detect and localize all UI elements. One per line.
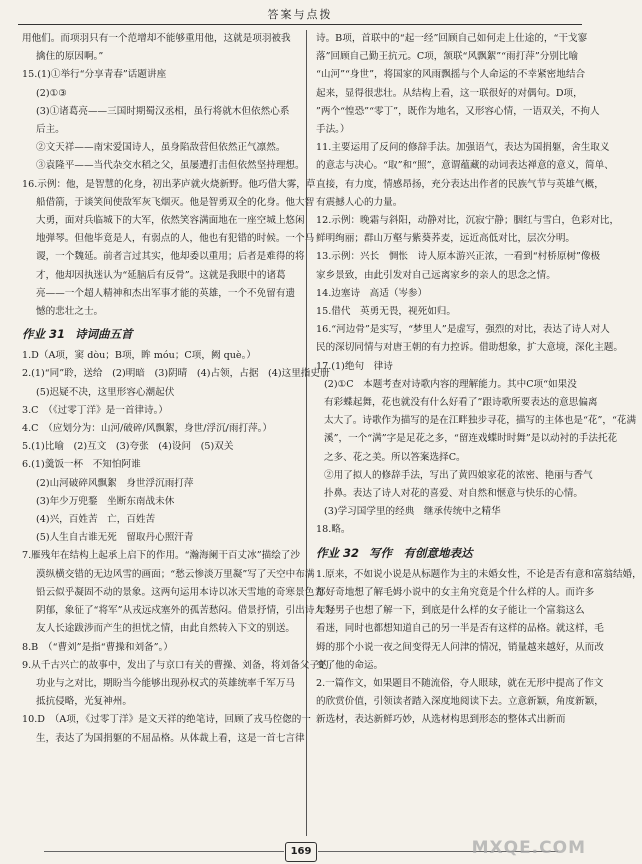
text-line: 看迷，同时也都想知道自己的另一半是否有这样的品格。就这样，毛 bbox=[316, 623, 604, 635]
text-line: 家乡景致，由此引发对自己远离家乡的亲人的思念之情。 bbox=[316, 269, 556, 281]
text-line: 15.(1)①举行“分享青春”话题讲座 bbox=[22, 69, 167, 81]
text-line: 诗。B项，首联中的“起一经”回顾自己如何走上仕途的，“干戈寥 bbox=[316, 33, 588, 44]
header-rule bbox=[18, 24, 582, 25]
text-line: 生，表达了为国捐躯的不屈品格。从体裁上看，这是一首七言律 bbox=[36, 732, 305, 744]
text-line: 地弹琴。但他毕竟是人，有弱点的人，他也有犯错的时候。一个马 bbox=[36, 233, 315, 245]
text-line: 谡，一个魏延。前者言过其实，他却委以重用；后者是难得的将 bbox=[36, 251, 305, 263]
text-line: 起来，显得很悲壮。从结构上看，这一联很好的对偶句。D项， bbox=[316, 87, 583, 99]
text-line: 17.(1)绝句 律诗 bbox=[316, 360, 393, 372]
text-line: 姆的那个小说一夜之间变得无人问津的情况，销量越来越好，从而改 bbox=[316, 641, 604, 653]
text-line: 2.(1)“同”聆，送给 (2)明暗 (3)阴晴 (4)占领，占据 (4)这里指史册 bbox=[22, 368, 330, 380]
text-line: (3)学习国学里的经典 继承传统中之精华 bbox=[324, 506, 501, 518]
text-line: 用他们。而项羽只有一个范增却不能够重用他，这就是项羽被我 bbox=[22, 33, 291, 44]
text-line: 友人长途跋涉而产生的担忧之情，由此自然转入下文的别送。 bbox=[36, 623, 296, 635]
text-line: 16.“河边骨”是实写，“梦里人”是虚写，强烈的对比，表达了诗人对人 bbox=[316, 324, 610, 336]
text-line: 阴郁，象征了“将军”从戎远戍塞外的孤苦愁闷。借景抒情，引出诗人为 bbox=[36, 605, 334, 617]
text-line: ②文天祥——南宋爱国诗人，虽身陷敌营但依然正气凛然。 bbox=[36, 142, 286, 154]
text-line: 直接，有力度，情感昂扬，充分表达出作者的民族气节与英雄气概， bbox=[316, 178, 604, 190]
text-line: 18.略。 bbox=[316, 524, 351, 536]
text-line: 船借箭，于谈笑间使敌军灰飞烟灭。他是智勇双全的化身。他大智 bbox=[36, 196, 315, 208]
section-heading bbox=[316, 542, 584, 564]
text-line: 14.边塞诗 高适（岑参） bbox=[316, 287, 428, 299]
text-line: 大勇，面对兵临城下的大军，依然笑容满面地在一座空城上悠闲 bbox=[36, 215, 305, 227]
text-line: (2)①③ bbox=[36, 87, 67, 99]
section-title: 诗词曲五首 bbox=[75, 327, 133, 342]
text-line: 鲜明绚丽；群山万壑与紫葵荞麦，远近高低对比，层次分明。 bbox=[316, 233, 576, 245]
text-line: 1.原来，不如说小说是从标题作为主的未婚女性，不论是否有意和富翁结婚， bbox=[316, 568, 642, 580]
text-line: 11.主要运用了反问的修辞手法。加强语气，表达为国捐躯，舍生取义 bbox=[316, 142, 610, 154]
text-line: 10.D （A项，《过零丁洋》是文天祥的绝笔诗，回顾了戎马倥偬的一 bbox=[22, 714, 311, 726]
text-line: 抵抗侵略，光复神州。 bbox=[36, 696, 132, 708]
running-head: 答案与点拨 bbox=[267, 8, 333, 21]
text-line: (4)兴，百姓苦 亡，百姓苦 bbox=[36, 514, 156, 526]
text-line: 后主。 bbox=[36, 124, 65, 136]
text-line: 落”回顾自己勤王抗元。C项，颔联“风飘絮”“雨打萍”分别比喻 bbox=[316, 51, 579, 63]
text-line: 民的深切同情与对唐王朝的有力控诉。借助想象，扩大意境，深化主题。 bbox=[316, 342, 623, 354]
page-number: 169 bbox=[285, 842, 317, 862]
text-line: ③袁隆平——当代杂交水稻之父，虽屡遭打击但依然坚持理想。 bbox=[36, 160, 305, 172]
text-line: 铅云似乎凝固不动的景象。这两句运用本诗以冰天雪地的奇寒景色为 bbox=[36, 586, 324, 598]
text-line: 有彩蝶起舞，花也就没有什么好看了”跟诗歌所要表达的意思偏离 bbox=[324, 397, 598, 409]
text-line: (2)①C 本题考查对诗歌内容的理解能力。其中C项“如果没 bbox=[324, 378, 577, 390]
text-line: 扑鼻。表达了诗人对花的喜爱、对自然和惬意与快乐的心情。 bbox=[324, 488, 584, 500]
text-line: 3.C （《过零丁洋》是一首律诗。） bbox=[22, 404, 168, 416]
text-line: “山河”“身世”，将国家的风雨飘摇与个人命运的不幸紧密地结合 bbox=[316, 69, 586, 81]
text-line: 13.示例：兴长 惆怅 诗人原本游兴正浓，一看到“村桥原树”像极 bbox=[316, 251, 601, 263]
text-line: 太大了。诗歌作为描写的是在江畔独步寻花，描写的主体也是“花”，“花满 bbox=[324, 415, 637, 427]
text-line: 之多、花之美。所以答案选择C。 bbox=[324, 451, 466, 463]
text-line: 1.D（A项，窦 dòu；B项，眸 móu；C项，阙 què。） bbox=[22, 350, 256, 362]
text-line: 15.借代 英勇无畏，视死如归。 bbox=[316, 306, 456, 318]
text-line: 9.从千古兴亡的故事中，发出了与京口有关的曹操、刘备，将刘备父子的 bbox=[22, 659, 329, 671]
text-line: (5)人生自古谁无死 留取丹心照汗青 bbox=[36, 532, 194, 544]
text-line: 的欣赏价值，引领读者踏入深度地阅读下去。立意新颖，角度新颖， bbox=[316, 696, 604, 708]
text-line: 新选材，表达新鲜巧妙，从选材构思到形态的整体式出新而 bbox=[316, 714, 566, 726]
text-line: 变了他的命运。 bbox=[316, 659, 384, 671]
section-title: 写作 有创意地表达 bbox=[369, 545, 473, 560]
text-line: 亮——一个超人精神和杰出军事才能的英雄，一个不免留有遗 bbox=[36, 287, 296, 299]
text-line: 手法。） bbox=[316, 124, 350, 136]
text-line: 6.(1)羹饭一杯 不知怕阿谁 bbox=[22, 459, 141, 471]
text-line: 的意志与决心。“取”和“照”，意谓蕴藏的动词表达禅意的意义，简单、 bbox=[316, 160, 614, 172]
text-line: ”两个“惶恐”“零丁”，既作为地名，又形容心情，一语双关，不拘人 bbox=[316, 105, 600, 117]
text-line: 都好奇地想了解毛姆小说中的女主角究竟是个什么样的人。而许多 bbox=[316, 586, 595, 598]
text-line: 憾的悲壮之士。 bbox=[36, 306, 104, 318]
text-line: 溪”，一个“满”字是足花之多，“留连戏蝶时时舞”是以动衬的手法托花 bbox=[324, 433, 618, 445]
text-line: 年轻男子也想了解一下，到底是什么样的女子能让一个富翁这么 bbox=[316, 605, 585, 617]
text-line: 8.B （“曹刘”是指“曹操和刘备”。） bbox=[22, 641, 173, 653]
section-label: 作业 32 bbox=[316, 545, 360, 560]
watermark-text: MXQE.COM bbox=[471, 838, 586, 858]
text-line: 才，他却因执迷认为“延脑后有反骨”。这就是我眼中的诸葛 bbox=[36, 269, 286, 281]
text-line: 4.C （应划分为：山河/破碎/风飘絮，身世/浮沉/雨打萍。） bbox=[22, 423, 273, 435]
text-line: 16.示例：他，是智慧的化身，初出茅庐就火烧新野。他巧借大雾，草 bbox=[22, 178, 316, 190]
text-line: 有震撼人心的力量。 bbox=[316, 196, 403, 208]
text-line: 擒住的原因啊。” bbox=[36, 51, 104, 63]
text-line: 5.(1)比喻 (2)互文 (3)夸张 (4)设问 (5)双关 bbox=[22, 441, 234, 453]
watermark-logo bbox=[470, 798, 590, 858]
text-line: 2.一篇作文，如果题目不随流俗，夺人眼球，就在无形中提高了作文 bbox=[316, 677, 604, 689]
text-line: 7.雁残年在结构上起承上启下的作用。“瀚海阑干百丈冰”描绘了沙 bbox=[22, 550, 300, 562]
section-label: 作业 31 bbox=[22, 327, 66, 342]
text-line: (3)①诸葛亮——三国时期蜀汉丞相，虽行将就木但依然心系 bbox=[36, 105, 290, 117]
page-header bbox=[0, 0, 600, 30]
text-line: (3)年少万兜鍪 坐断东南战未休 bbox=[36, 495, 175, 507]
text-line: (2)山河破碎风飘絮 身世浮沉雨打萍 bbox=[36, 477, 194, 489]
text-line: ②用了拟人的修辞手法，写出了黄四娘家花的浓密、艳丽与香气 bbox=[324, 469, 593, 481]
text-line: 漠纵横交错的无边风雪的画面；“愁云惨淡万里凝”写了天空中布满 bbox=[36, 568, 315, 580]
right-column bbox=[316, 30, 642, 842]
text-line: 功业与之对比，期盼当今能够出现孙权式的英雄统率千军万马 bbox=[36, 677, 296, 689]
section-heading bbox=[22, 323, 298, 345]
text-line: (5)迟疑不决，这里形容心潮起伏 bbox=[36, 386, 175, 398]
text-line: 12.示例：晚霜与斜阳，动静对比，沉寂宁静；胭红与雪白，色彩对比， bbox=[316, 215, 620, 227]
